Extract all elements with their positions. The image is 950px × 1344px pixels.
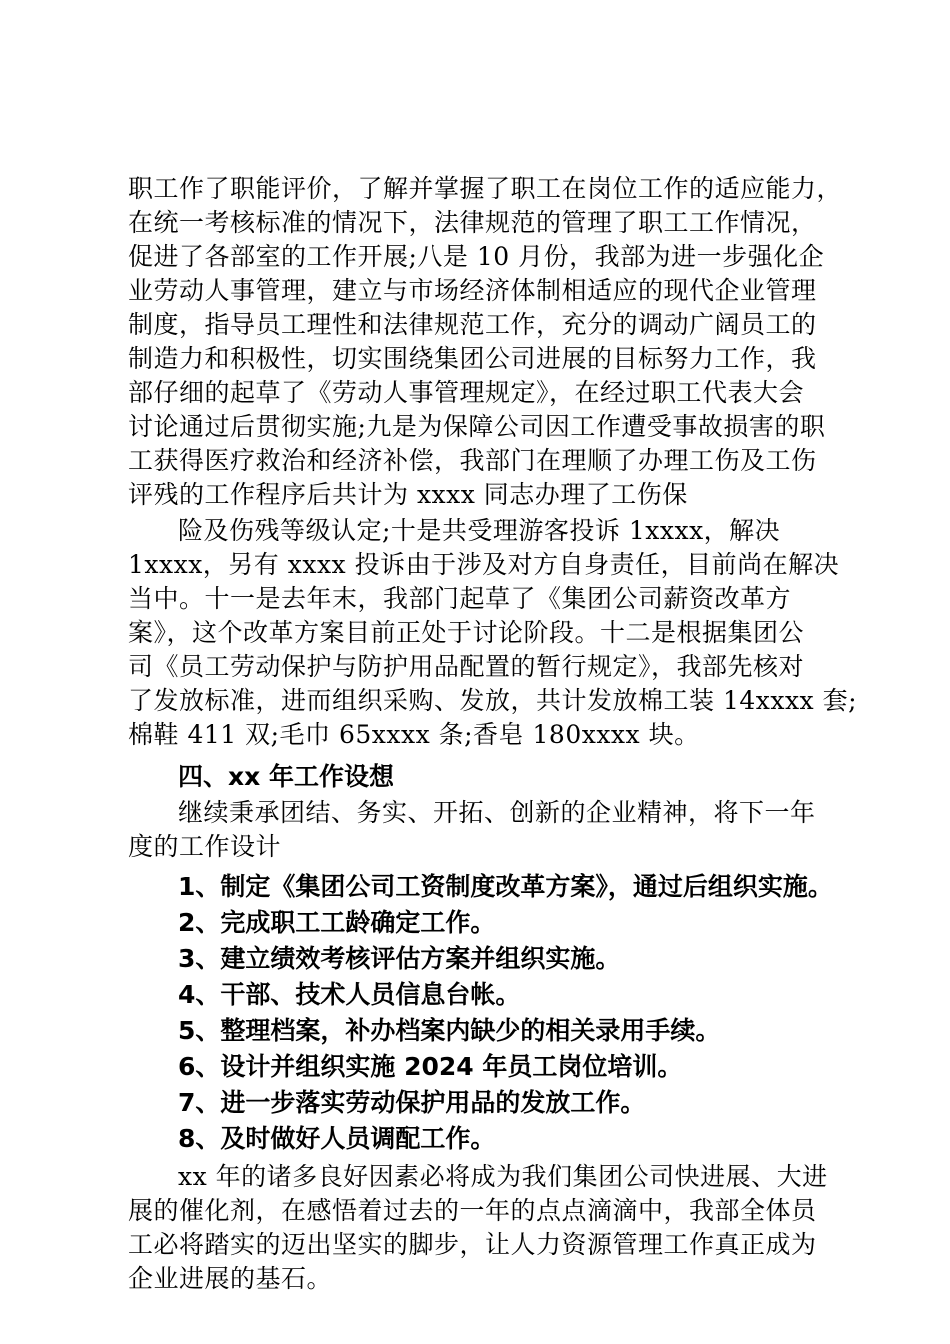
paragraph-line: 司《员工劳动保护与防护用品配置的暂行规定》，我部先核对: [128, 652, 805, 681]
paragraph-line: 工必将踏实的迈出坚实的脚步，让人力资源管理工作真正成为: [128, 1230, 817, 1259]
paragraph-line: 讨论通过后贯彻实施;九是为保障公司因工作遭受事故损害的职: [128, 412, 826, 441]
paragraph-line: 案》，这个改革方案目前正处于讨论阶段。十二是根据集团公: [128, 618, 805, 647]
paragraph-line: 部仔细的起草了《劳动人事管理规定》，在经过职工代表大会: [128, 378, 805, 407]
plan-item: 8、及时做好人员调配工作。: [178, 1124, 496, 1153]
paragraph-line: 1xxxx，另有 xxxx 投诉由于涉及对方自身责任，目前尚在解决: [128, 550, 840, 579]
paragraph-line: 险及伤残等级认定;十是共受理游客投诉 1xxxx，解决: [178, 516, 781, 545]
paragraph-line: 职工作了职能评价，了解并掌握了职工在岗位工作的适应能力，: [128, 174, 843, 203]
paragraph-line: 企业进展的基石。: [128, 1264, 333, 1293]
paragraph-line: 棉鞋 411 双;毛巾 65xxxx 条;香皂 180xxxx 块。: [128, 720, 700, 749]
paragraph-line: 工获得医疗救治和经济补偿，我部门在理顺了办理工伤及工伤: [128, 446, 817, 475]
paragraph-line: xx 年的诸多良好因素必将成为我们集团公司快进展、大进: [178, 1162, 828, 1191]
plan-item: 6、设计并组织实施 2024 年员工岗位培训。: [178, 1052, 683, 1081]
paragraph-line: 评残的工作程序后共计为 xxxx 同志办理了工伤保: [128, 480, 688, 509]
section-heading: 四、xx 年工作设想: [178, 762, 394, 791]
paragraph-line: 业劳动人事管理，建立与市场经济体制相适应的现代企业管理: [128, 276, 817, 305]
paragraph-line: 了发放标准，进而组织采购、发放，共计发放棉工装 14xxxx 套;: [128, 686, 858, 715]
plan-item: 2、完成职工工龄确定工作。: [178, 908, 496, 937]
paragraph-line: 制造力和积极性，切实围绕集团公司进展的目标努力工作，我: [128, 344, 817, 373]
paragraph-line: 展的催化剂，在感悟着过去的一年的点点滴滴中，我部全体员: [128, 1196, 817, 1225]
plan-item: 1、制定《集团公司工资制度改革方案》，通过后组织实施。: [178, 872, 833, 901]
paragraph-line: 促进了各部室的工作开展;八是 10 月份，我部为进一步强化企: [128, 242, 825, 271]
paragraph-line: 度的工作设计: [128, 832, 282, 861]
paragraph-line: 继续秉承团结、务实、开拓、创新的企业精神，将下一年: [178, 798, 816, 827]
plan-item: 7、进一步落实劳动保护用品的发放工作。: [178, 1088, 646, 1117]
paragraph-line: 当中。十一是去年末，我部门起草了《集团公司薪资改革方: [128, 584, 792, 613]
plan-item: 5、整理档案，补办档案内缺少的相关录用手续。: [178, 1016, 721, 1045]
plan-item: 4、干部、技术人员信息台帐。: [178, 980, 521, 1009]
paragraph-line: 制度，指导员工理性和法律规范工作，充分的调动广阔员工的: [128, 310, 817, 339]
plan-item: 3、建立绩效考核评估方案并组织实施。: [178, 944, 621, 973]
paragraph-line: 在统一考核标准的情况下，法律规范的管理了职工工作情况，: [128, 208, 817, 237]
